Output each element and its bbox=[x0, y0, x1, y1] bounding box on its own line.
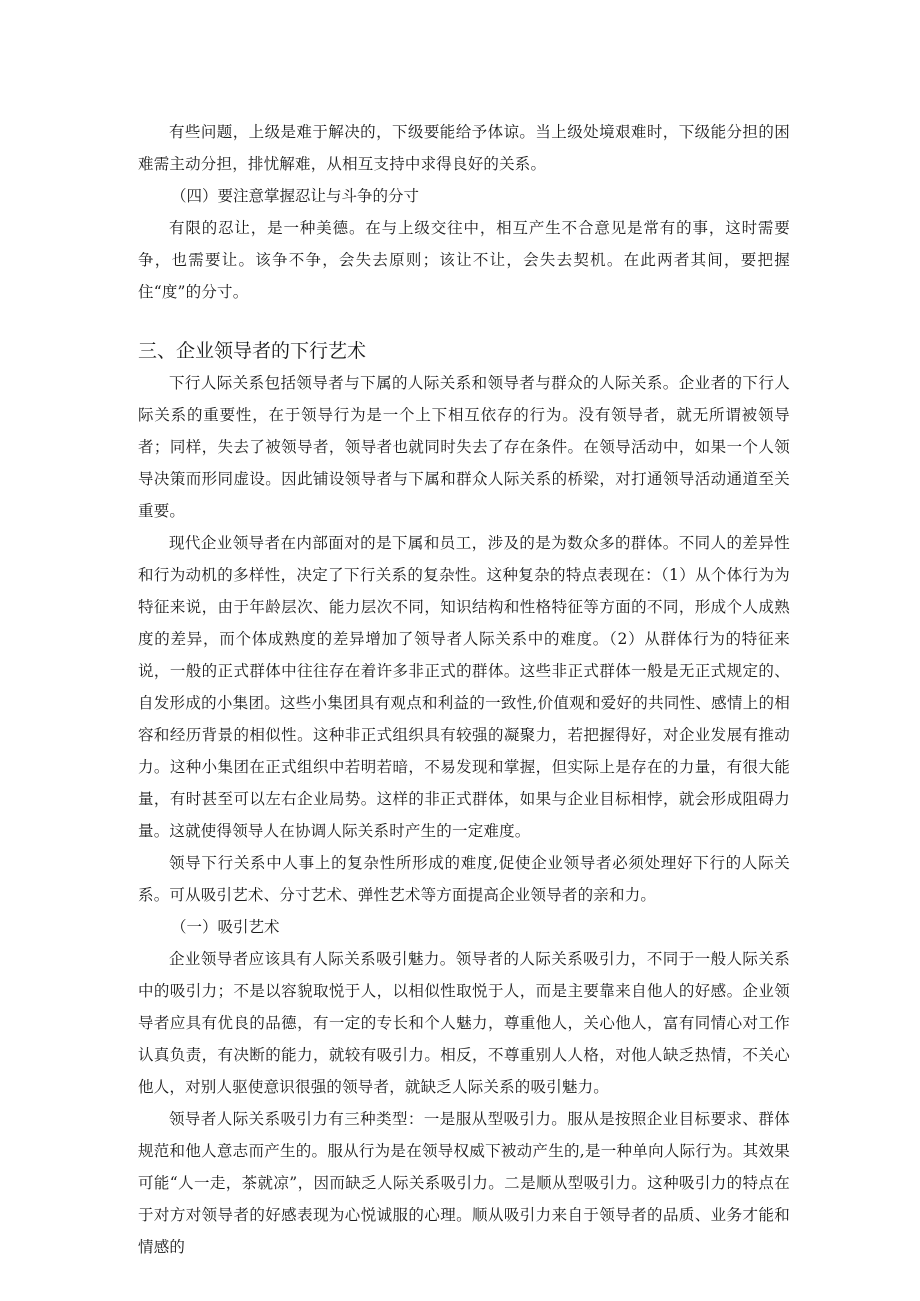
section-heading: 三、企业领导者的下行艺术 bbox=[138, 340, 367, 362]
paragraph: 有些问题，上级是难于解决的，下级要能给予体谅。当上级处境艰难时，下级能分担的困难需主动分担，排忧解难，从相互支持中求得良好的关系。 bbox=[138, 123, 790, 173]
subsection-heading: （四）要注意掌握忍让与斗争的分寸 bbox=[171, 187, 420, 205]
text-block-1 bbox=[138, 116, 790, 308]
paragraph: 有限的忍让，是一种美德。在与上级交往中，相互产生不合意见是常有的事，这时需要争，也需要让。该争不争，会失去原则；该让不让，会失去契机。在此两者其间，要把握住“度”的分寸。 bbox=[138, 219, 790, 301]
paragraph: 下行人际关系包括领导者与下属的人际关系和领导者与群众的人际关系。企业者的下行人际关系的重要性，在于领导行为是一个上下相互依存的行为。没有领导者，就无所谓被领导者；同样，失去了被领导者，领导者也就同时失去了存在条件。在领导活动中，如果一个人领导决策而形同虚设。因此铺设领导者与下属和群众人际关系的桥梁，对打通领导活动通道至关重要。 bbox=[138, 374, 790, 520]
paragraph: 现代企业领导者在内部面对的是下属和员工，涉及的是为数众多的群体。不同人的差异性和行为动机的多样性，决定了下行关系的复杂性。这种复杂的特点表现在：（1）从个体行为为特征来说，由于年龄层次、能力层次不同，知识结构和性格特征等方面的不同，形成个人成熟度的差异，而个体成熟度的差异增加了领导者人际关系中的难度。（2）从群体行为的特征来说，一般的正式群体中往往存在着许多非正式的群体。这些非正式群体一般是无正式规定的、自发形成的小集团。这些小集团具有观点和利益的一致性,价值观和爱好的共同性、感情上的相容和经历背景的相似性。这种非正式组织具有较强的凝聚力，若把握得好，对企业发展有推动力。这种小集团在正式组织中若明若暗，不易发现和掌握，但实际上是存在的力量，有很大能量，有时甚至可以左右企业局势。这样的非正式群体，如果与企业目标相悖，就会形成阻碍力量。这就使得领导人在协调人际关系时产生的一定难度。 bbox=[138, 534, 790, 840]
subsection-heading: （一）吸引艺术 bbox=[171, 918, 280, 936]
paragraph: 领导下行关系中人事上的复杂性所形成的难度,促使企业领导者必须处理好下行的人际关系。可从吸引艺术、分寸艺术、弹性艺术等方面提高企业领导者的亲和力。 bbox=[138, 854, 790, 904]
paragraph: 企业领导者应该具有人际关系吸引魅力。领导者的人际关系吸引力，不同于一般人际关系中的吸引力；不是以容貌取悦于人，以相似性取悦于人，而是主要靠来自他人的好感。企业领导者应具有优良的品德，有一定的专长和个人魅力，尊重他人，关心他人，富有同情心对工作认真负责，有决断的能力，就较有吸引力。相反，不尊重别人人格，对他人缺乏热情，不关心他人，对别人驱使意识很强的领导者，就缺乏人际关系的吸引魅力。 bbox=[138, 950, 790, 1096]
paragraph: 领导者人际关系吸引力有三种类型：一是服从型吸引力。服从是按照企业目标要求、群体规范和他人意志而产生的。服从行为是在领导权威下被动产生的,是一种单向人际行为。其效果可能“人一走，茶就凉”，因而缺乏人际关系吸引力。二是顺从型吸引力。这种吸引力的特点在于对方对领导者的好感表现为心悦诚服的心理。顺从吸引力来自于领导者的品质、业务才能和情感的 bbox=[138, 1110, 790, 1256]
text-block-2 bbox=[138, 335, 790, 1263]
